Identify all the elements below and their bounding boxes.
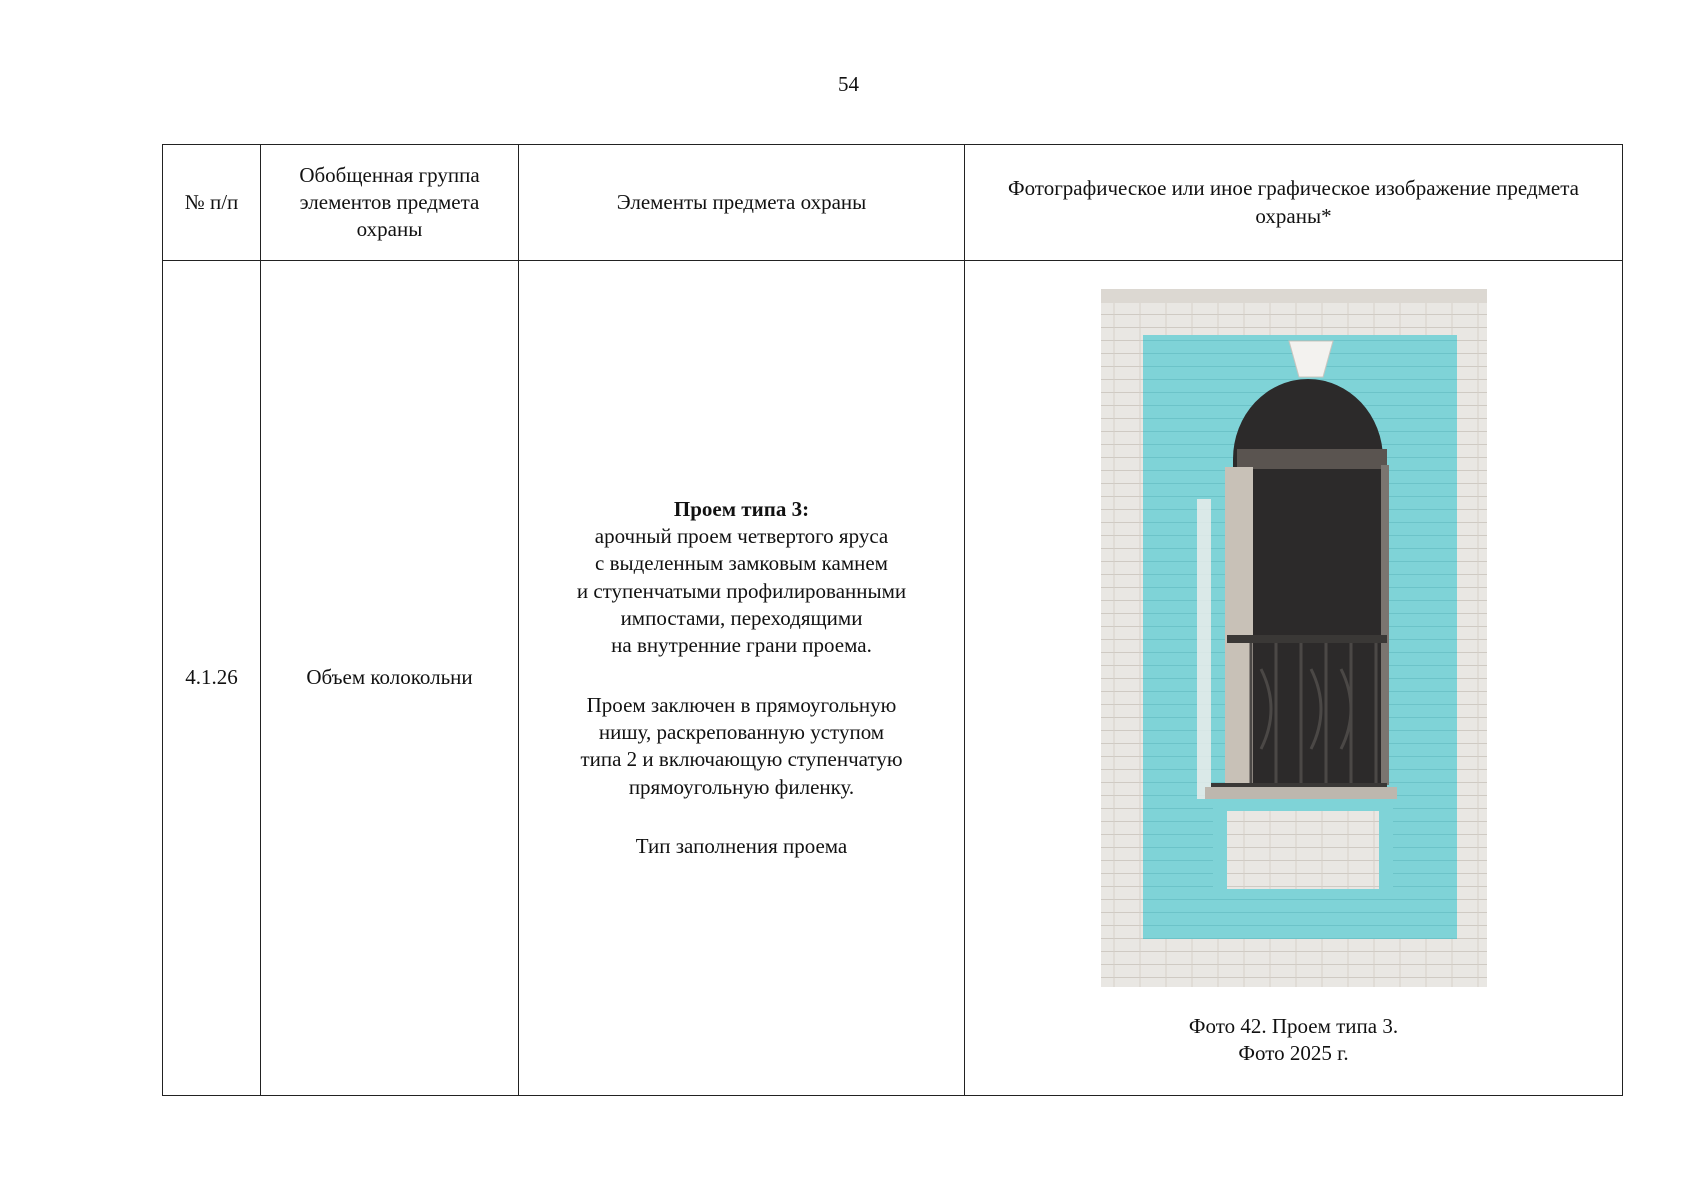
description-line: типа 2 и включающую ступенчатую (580, 747, 903, 772)
description-line: и ступенчатыми профилированными (576, 578, 907, 603)
description-line: нишу, раскрепованную уступом (598, 719, 885, 744)
description-title: Проем типа 3: (673, 496, 810, 521)
row-description (519, 261, 965, 1096)
description-line: Тип заполнения проема (635, 833, 848, 858)
bell-tower-window-photo (1101, 289, 1487, 987)
heritage-table (162, 144, 1623, 1096)
description-line: на внутренние грани проема. (611, 633, 872, 658)
description-line: арочный проем четвертого яруса (594, 524, 889, 549)
row-photo (965, 261, 1623, 1096)
header-elements: Элементы предмета охраны (519, 145, 965, 261)
description-line: Проем заключен в прямоугольную (586, 692, 897, 717)
description-line: с выделенным замковым камнем (595, 551, 888, 576)
page-number: 54 (838, 72, 859, 96)
photo-caption (973, 1013, 1614, 1068)
table-row (163, 261, 1623, 1096)
row-group: Объем колокольни (261, 261, 519, 1096)
caption-line: Фото 2025 г. (1238, 1041, 1349, 1066)
description-line: прямоугольную филенку. (628, 774, 855, 799)
header-photo: Фотографическое или иное графическое изображение предмета охраны* (965, 145, 1623, 261)
caption-line: Фото 42. Проем типа 3. (1188, 1014, 1399, 1038)
header-row (163, 145, 1623, 261)
header-num: № п/п (163, 145, 261, 261)
description-line: импостами, переходящими (620, 606, 863, 631)
row-num: 4.1.26 (163, 261, 261, 1096)
header-group: Обобщенная группа элементов предмета охраны (261, 145, 519, 261)
